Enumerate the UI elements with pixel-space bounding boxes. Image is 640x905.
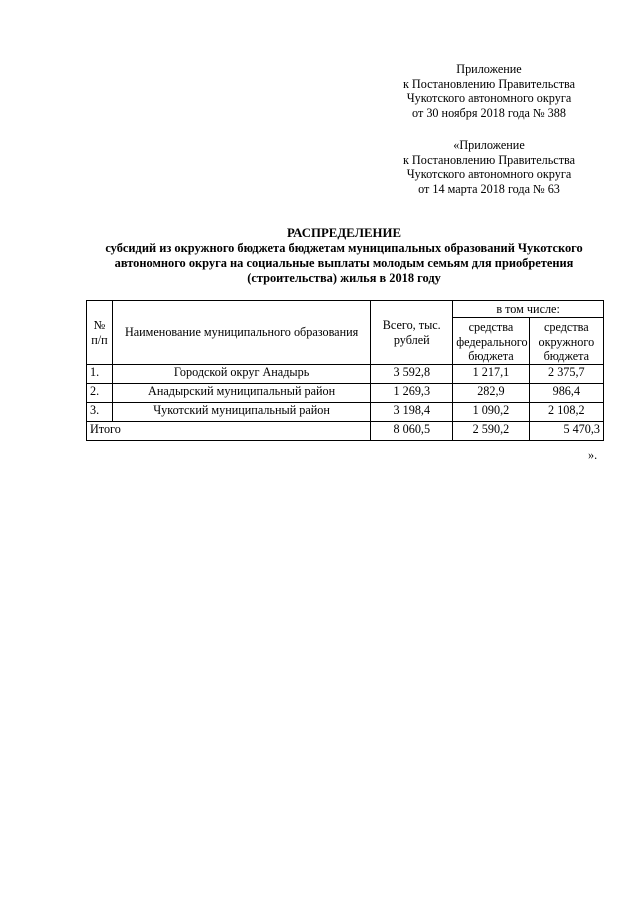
row-regional: 2 108,2 <box>529 403 603 422</box>
header-name: Наименование муниципального образования <box>112 301 371 365</box>
title-heading: РАСПРЕДЕЛЕНИЕ <box>286 226 401 240</box>
title-line: субсидий из окружного бюджета бюджетам муниципальных образований Чукотского <box>105 241 583 255</box>
total-row <box>87 422 604 441</box>
header-including: в том числе: <box>453 301 604 318</box>
appendix-line: Чукотского автономного округа <box>406 167 572 182</box>
total-sum: 8 060,5 <box>371 422 453 441</box>
closing-quote-mark: ». <box>588 448 598 462</box>
total-regional: 5 470,3 <box>529 422 603 441</box>
row-federal: 1 217,1 <box>453 365 529 384</box>
row-total: 1 269,3 <box>371 384 453 403</box>
appendix-line: к Постановлению Правительства <box>402 152 576 167</box>
row-name: Городской округ Анадырь <box>112 365 371 384</box>
appendix-date-line: от 30 ноября 2018 года № 388 <box>412 105 566 120</box>
table-row <box>87 403 604 422</box>
appendix-reference-current <box>396 62 582 120</box>
row-name: Анадырский муниципальный район <box>112 384 371 403</box>
appendix-date-line: от 14 марта 2018 года № 63 <box>418 181 560 196</box>
row-total: 3 198,4 <box>371 403 453 422</box>
row-federal: 282,9 <box>453 384 529 403</box>
title-line: (строительства) жилья в 2018 году <box>247 271 441 286</box>
row-regional: 2 375,7 <box>529 365 603 384</box>
appendix-reference-previous <box>396 138 582 196</box>
row-federal: 1 090,2 <box>453 403 529 422</box>
appendix-line: Чукотского автономного округа <box>406 91 572 106</box>
row-number: 3. <box>87 403 113 422</box>
document-title <box>84 226 604 287</box>
header-total: Всего, тыс. рублей <box>371 301 453 365</box>
total-label: Итого <box>87 422 371 441</box>
table-row <box>87 384 604 403</box>
header-federal: средства федерального бюджета <box>453 318 529 365</box>
header-number: № п/п <box>87 301 113 365</box>
row-regional: 986,4 <box>529 384 603 403</box>
title-line: автономного округа на социальные выплаты молодым семьям для приобретения <box>114 256 574 271</box>
header-regional: средства окружного бюджета <box>529 318 603 365</box>
table-row <box>87 365 604 384</box>
total-federal: 2 590,2 <box>453 422 529 441</box>
row-number: 1. <box>87 365 113 384</box>
appendix-line: «Приложение <box>453 138 525 152</box>
distribution-table <box>86 300 604 441</box>
row-name: Чукотский муниципальный район <box>112 403 371 422</box>
appendix-line: Приложение <box>456 62 522 76</box>
appendix-line: к Постановлению Правительства <box>402 76 576 91</box>
row-number: 2. <box>87 384 113 403</box>
row-total: 3 592,8 <box>371 365 453 384</box>
